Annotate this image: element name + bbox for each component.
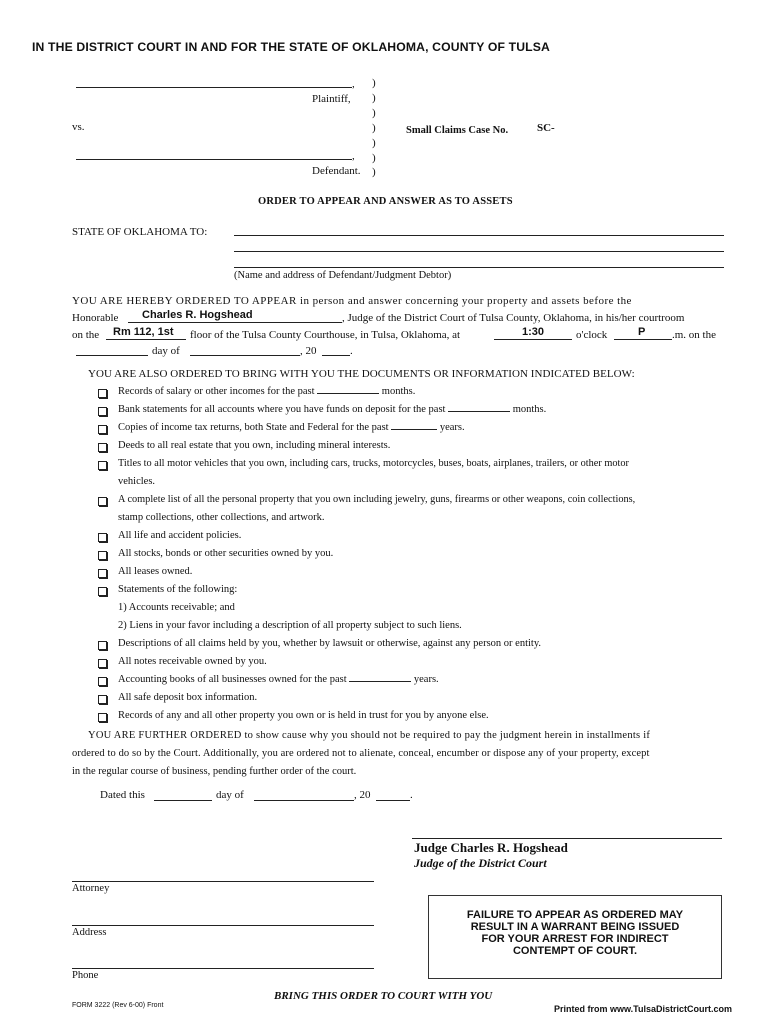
item-deeds: Deeds to all real estate that you own, including mineral interests. xyxy=(118,440,391,451)
document-title: ORDER TO APPEAR AND ANSWER AS TO ASSETS xyxy=(258,196,513,207)
checkbox-personal-property[interactable] xyxy=(98,497,107,506)
phone-label: Phone xyxy=(72,970,99,981)
defendant-comma: , xyxy=(352,150,355,162)
item-accounting-books: Accounting books of all businesses owned for the past years. xyxy=(118,674,439,685)
checkbox-claims[interactable] xyxy=(98,641,107,650)
further-line-3: in the regular course of business, pending further order of the court. xyxy=(72,766,357,777)
dated-day-of: day of xyxy=(216,789,244,801)
dated-day-line[interactable] xyxy=(154,800,212,801)
judge-name-field[interactable]: Charles R. Hogshead xyxy=(142,309,253,321)
ampm-field[interactable]: P xyxy=(638,326,646,338)
case-no-label: Small Claims Case No. xyxy=(406,125,509,136)
day-of-label: day of xyxy=(152,345,180,357)
judge-name-line[interactable] xyxy=(128,322,342,323)
honorable-label: Honorable xyxy=(72,312,119,324)
item-personal-property-cont: stamp collections, other collections, and artwork. xyxy=(118,512,325,523)
case-no-prefix: SC- xyxy=(537,122,555,134)
item-liens: 2) Liens in your favor including a description of all property subject to such liens. xyxy=(118,620,462,631)
month-line[interactable] xyxy=(190,355,300,356)
on-the-label: on the xyxy=(72,329,100,341)
judge-signature-line[interactable] xyxy=(412,838,722,839)
warning-line-1: FAILURE TO APPEAR AS ORDERED MAY xyxy=(466,909,684,921)
caption-paren: ) xyxy=(372,152,376,164)
dated-year-prefix: , 20 xyxy=(354,789,371,801)
plaintiff-line[interactable] xyxy=(76,87,352,88)
item-insurance-policies: All life and accident policies. xyxy=(118,530,242,541)
item-notes-receivable: All notes receivable owned by you. xyxy=(118,656,267,667)
floor-line[interactable] xyxy=(106,339,186,340)
vs-label: vs. xyxy=(72,121,85,133)
item-tax-returns: Copies of income tax returns, both State and Federal for the past years. xyxy=(118,422,465,433)
form-number: FORM 3222 (Rev 6-00) Front xyxy=(72,1002,164,1009)
order-line-1: YOU ARE HEREBY ORDERED TO APPEAR in person and answer concerning your property and assets before the xyxy=(72,295,632,307)
warning-line-4: CONTEMPT OF COURT. xyxy=(512,945,638,957)
checkbox-securities[interactable] xyxy=(98,551,107,560)
bank-months-line[interactable] xyxy=(448,411,510,412)
signature-judge-title: Judge of the District Court xyxy=(414,856,547,870)
warning-box xyxy=(428,895,722,979)
caption-paren: ) xyxy=(372,77,376,89)
checkbox-other-property[interactable] xyxy=(98,713,107,722)
m-on-the-label: .m. on the xyxy=(672,329,716,341)
also-ordered-heading: YOU ARE ALSO ORDERED TO BRING WITH YOU THE DOCUMENTS OR INFORMATION INDICATED BELOW: xyxy=(88,368,635,380)
year-prefix: , 20 xyxy=(300,345,317,357)
item-statements: Statements of the following: xyxy=(118,584,238,595)
dated-this-label: Dated this xyxy=(100,789,145,801)
checkbox-leases[interactable] xyxy=(98,569,107,578)
checkbox-statements[interactable] xyxy=(98,587,107,596)
checkbox-safe-deposit[interactable] xyxy=(98,695,107,704)
books-years-line[interactable] xyxy=(349,681,411,682)
time-field[interactable]: 1:30 xyxy=(522,326,545,338)
address-label: Address xyxy=(72,927,107,938)
attorney-label: Attorney xyxy=(72,883,110,894)
checkbox-accounting-books[interactable] xyxy=(98,677,107,686)
dated-period: . xyxy=(410,789,413,801)
order-period: . xyxy=(350,345,353,357)
item-leases: All leases owned. xyxy=(118,566,193,577)
debtor-address-line-2[interactable] xyxy=(234,267,724,268)
tax-years-line[interactable] xyxy=(391,429,437,430)
caption-paren: ) xyxy=(372,122,376,134)
defendant-label: Defendant. xyxy=(312,165,361,177)
year-line[interactable] xyxy=(322,355,350,356)
checkbox-tax-returns[interactable] xyxy=(98,425,107,434)
checkbox-insurance-policies[interactable] xyxy=(98,533,107,542)
caption-paren: ) xyxy=(372,107,376,119)
further-line-1: YOU ARE FURTHER ORDERED to show cause why you should not be required to pay the judgment herein in installments if xyxy=(88,730,651,741)
name-address-caption: (Name and address of Defendant/Judgment Debtor) xyxy=(234,270,452,281)
state-to-label: STATE OF OKLAHOMA TO: xyxy=(72,226,208,238)
floor-field[interactable]: Rm 112, 1st xyxy=(113,326,174,338)
caption-paren: ) xyxy=(372,137,376,149)
time-line[interactable] xyxy=(494,339,572,340)
address-line[interactable] xyxy=(72,925,374,926)
item-claims: Descriptions of all claims held by you, whether by lawsuit or otherwise, against any person or entity. xyxy=(118,638,542,649)
signature-judge-name: Judge Charles R. Hogshead xyxy=(414,840,568,855)
checkbox-bank-statements[interactable] xyxy=(98,407,107,416)
attorney-line[interactable] xyxy=(72,881,374,882)
item-other-property: Records of any and all other property you own or is held in trust for you by anyone else. xyxy=(118,710,489,721)
ampm-line[interactable] xyxy=(614,339,672,340)
phone-line[interactable] xyxy=(72,968,374,969)
item-bank-statements: Bank statements for all accounts where you have funds on deposit for the past months. xyxy=(118,404,547,415)
plaintiff-comma: , xyxy=(352,78,355,90)
defendant-line[interactable] xyxy=(76,159,352,160)
item-accounts-receivable: 1) Accounts receivable; and xyxy=(118,602,235,613)
warning-line-2: RESULT IN A WARRANT BEING ISSUED xyxy=(470,921,680,933)
bring-order-notice: BRING THIS ORDER TO COURT WITH YOU xyxy=(274,990,493,1002)
item-safe-deposit: All safe deposit box information. xyxy=(118,692,258,703)
caption-paren: ) xyxy=(372,92,376,104)
caption-paren: ) xyxy=(372,166,376,178)
salary-months-line[interactable] xyxy=(317,393,379,394)
debtor-name-line[interactable] xyxy=(234,235,724,236)
item-vehicle-titles: Titles to all motor vehicles that you own, including cars, trucks, motorcycles, buses, boats, airplanes, trailers, or other motor xyxy=(118,458,629,469)
oclock-label: o'clock xyxy=(576,329,608,341)
further-line-2: ordered to do so by the Court. Additionally, you are ordered not to alienate, conceal, encumber or dispose any of your property, except xyxy=(72,748,650,759)
printed-from: Printed from www.TulsaDistrictCourt.com xyxy=(554,1004,733,1014)
plaintiff-label: Plaintiff, xyxy=(312,93,351,105)
item-vehicle-titles-cont: vehicles. xyxy=(118,476,156,487)
day-line[interactable] xyxy=(76,355,148,356)
checkbox-vehicle-titles[interactable] xyxy=(98,461,107,470)
checkbox-deeds[interactable] xyxy=(98,443,107,452)
dated-month-line[interactable] xyxy=(254,800,354,801)
order-line-2-rest: , Judge of the District Court of Tulsa County, Oklahoma, in his/her courtroom xyxy=(342,312,685,324)
item-securities: All stocks, bonds or other securities owned by you. xyxy=(118,548,334,559)
item-personal-property: A complete list of all the personal property that you own including jewelry, guns, firearms or other weapons, coin collections, xyxy=(118,494,636,505)
debtor-address-line-1[interactable] xyxy=(234,251,724,252)
checkbox-salary-records[interactable] xyxy=(98,389,107,398)
checkbox-notes-receivable[interactable] xyxy=(98,659,107,668)
item-salary-records: Records of salary or other incomes for the past months. xyxy=(118,386,416,397)
warning-line-3: FOR YOUR ARREST FOR INDIRECT xyxy=(481,933,669,945)
dated-year-line[interactable] xyxy=(376,800,410,801)
order-line-3-mid: floor of the Tulsa County Courthouse, in Tulsa, Oklahoma, at xyxy=(190,329,461,341)
court-header: IN THE DISTRICT COURT IN AND FOR THE STATE OF OKLAHOMA, COUNTY OF TULSA xyxy=(32,40,550,54)
